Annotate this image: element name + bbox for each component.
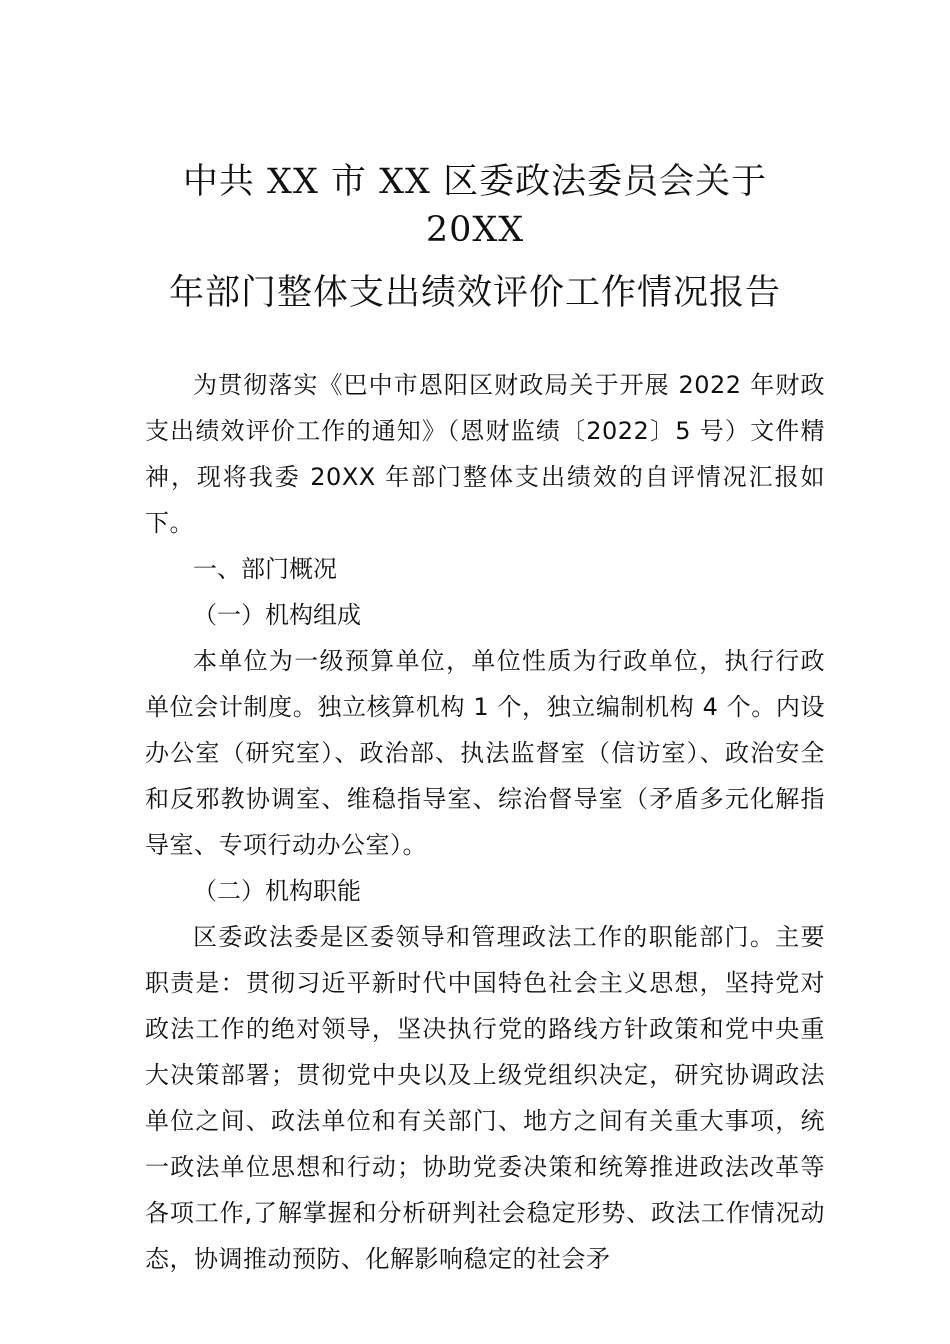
report-title [0,158,950,317]
section-heading-department-overview: 一、部门概况 [193,555,337,583]
title-line-3: 年部门整体支出绩效评价工作情况报告 [168,273,781,313]
organization-paragraph: 本单位为一级预算单位，单位性质为行政单位，执行行政单位会计制度。独立核算机构 1 个，独立编制机构 4 个。内设办公室（研究室）、政治部、执法监督室（信访室）、政治安全和反邪教协调室、维稳指导室、综治督导室（矛盾多元化解指导室、专项行动办公室）。 [145,647,825,859]
title-line-2: 20XX [425,210,525,250]
functions-paragraph: 区委政法委是区委领导和管理政法工作的职能部门。主要职责是：贯彻习近平新时代中国特色社会主义思想，坚持党对政法工作的绝对领导，坚决执行党的路线方针政策和党中央重大决策部署；贯彻党中央以及上级党组织决定，研究协调政法单位之间、政法单位和有关部门、地方之间有关重大事项，统一政法单位思想和行动；协助党委决策和统筹推进政法改革等各项工作,了解掌握和分析研判社会稳定形势、政法工作情况动态，协调推动预防、化解影响稳定的社会矛 [145,923,825,1273]
title-line-1: 中共 XX 市 XX 区委政法委员会关于 [182,162,768,202]
subsection-heading-organization: （一）机构组成 [193,601,361,629]
report-body [145,362,825,1282]
intro-paragraph: 为贯彻落实《巴中市恩阳区财政局关于开展 2022 年财政支出绩效评价工作的通知》（恩财监绩〔2022〕5 号）文件精神，现将我委 20XX 年部门整体支出绩效的自评情况汇报如下。 [145,371,825,537]
subsection-heading-functions: （二）机构职能 [193,877,361,905]
